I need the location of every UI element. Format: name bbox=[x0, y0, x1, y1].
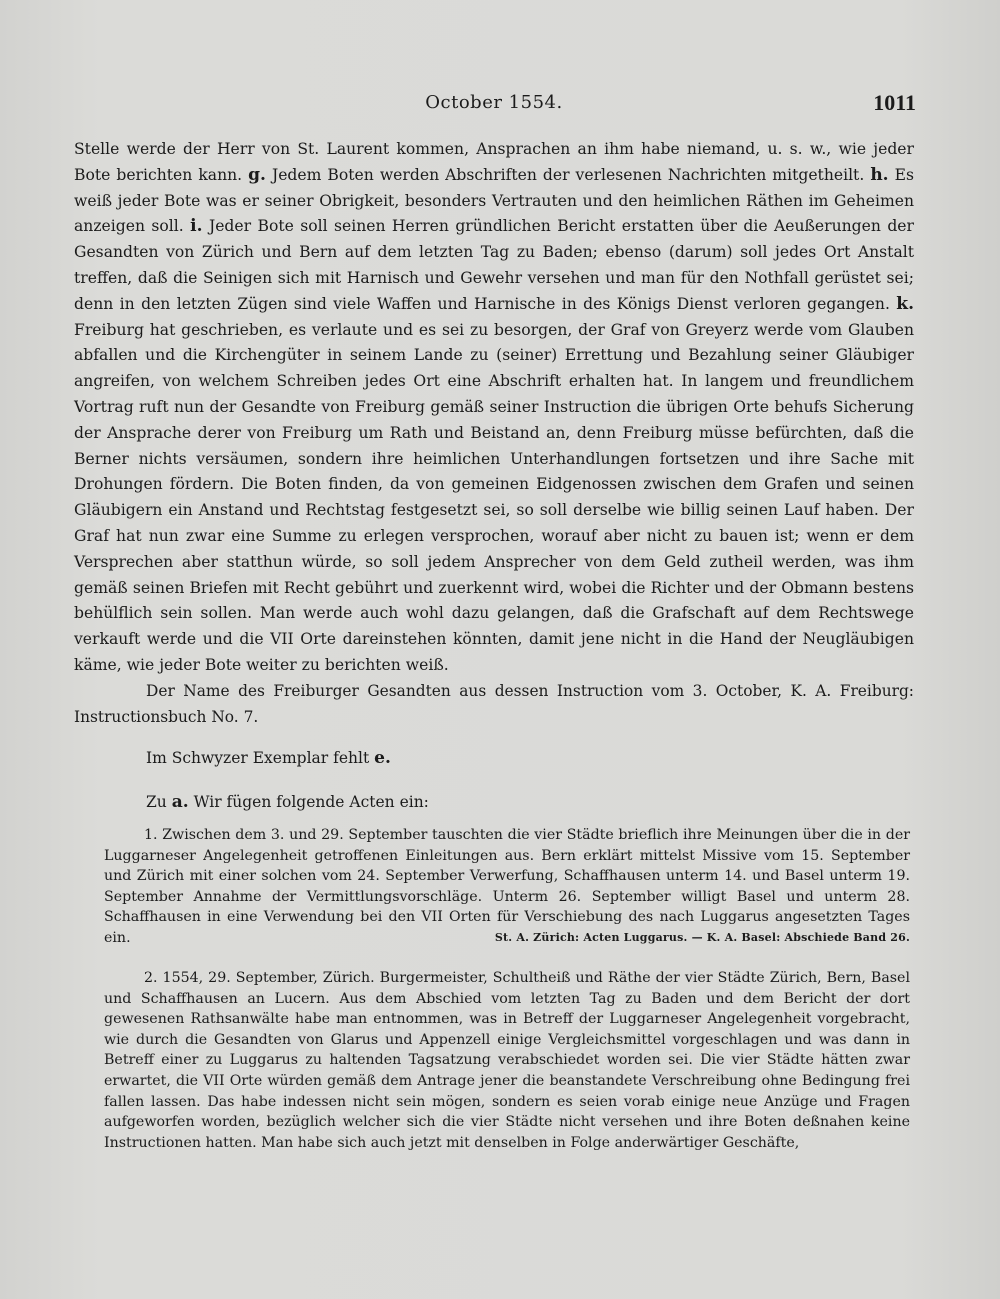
section-marker-k: k. bbox=[896, 293, 914, 314]
act-item-1-source: St. A. Zürich: Acten Luggarus. — K. A. Basel: Abschiede Band 26. bbox=[494, 930, 910, 944]
act-item-2-text: 2. 1554, 29. September, Zürich. Burgermeister, Schultheiß und Räthe der vier Städte Zürich, Bern, Basel und Schaffhausen an Lucern. Aus dem Abschied vom letzten Tag zu Baden und dem Bericht der dort gewesenen Rathsanwälte habe man entnommen, was in Betreff der Luggarneser Angelegenheit vorgebracht, wie durch die Gesandten von Glarus und Appenzell einige Vergleichsmittel vorgeschlagen und was dann in Betreff einer zu Luggarus zu haltenden Tagsatzung verabschiedet worden sei. Die vier Städte hätten zwar erwartet, die VII Orte würden gemäß dem Antrage jener die beanstandete Verschreibung ohne Bedingung frei fallen lassen. Das habe indessen nicht sein mögen, sondern es seien vorab einige neue Anzüge und Fragen aufgeworfen worden, bezüglich welcher sich die vier Städte nicht versehen und ihre Boten deßnahen keine Instructionen hatten. Man habe sich auch jetzt mit denselben in Folge anderwärtiger Geschäfte, bbox=[104, 970, 910, 1151]
note-acts-marker: a. bbox=[171, 792, 189, 812]
act-item-1-text: 1. Zwischen dem 3. und 29. September tauschten die vier Städte brieflich ihre Meinungen über die in der Luggarneser Angelegenheit getroffenen Einleitungen aus. Bern erklärt mittelst Missive vom 15. September und Zürich mit einer solchen vom 24. September Verwerfung, Schaffhausen unterm 14. und Basel unterm 19. September Annahme der Vermittlungsvorschläge. Unterm 26. September willigt Basel und unterm 28. Schaffhausen in eine Verwendung bei den VII Orten für Verschiebung des nach Luggarus angesetzten Tages ein. bbox=[104, 827, 910, 946]
note-acts-intro bbox=[146, 792, 429, 812]
page-header bbox=[70, 92, 918, 122]
body-text-part3: Es weiß jeder Bote was er seiner Obrigkeit, besonders Vertrauten und den heimlichen Räthen im Geheimen anzeigen soll. bbox=[74, 165, 914, 236]
section-marker-g: g. bbox=[248, 164, 266, 185]
running-title: October 1554. bbox=[425, 92, 563, 113]
body-text-part5: Freiburg hat geschrieben, es verlaute und es sei zu besorgen, der Graf von Greyerz werde vom Glauben abfallen und die Kirchengüter in seinem Lande zu (seiner) Errettung und Bezahlung seiner Gläubiger angreifen, von welchem Schreiben jedes Ort eine Abschrift erhalten hat. In langem und freundlichem Vortrag ruft nun der Gesandte von Freiburg gemäß seiner Instruction die übrigen Orte behufs Sicherung der Ansprache derer von Freiburg um Rath und Beistand an, denn Freiburg müsse befürchten, daß die Berner nichts versäumen, sondern ihre heimlichen Unterhandlungen fortsetzen und ihre Sache mit Drohungen fördern. Die Boten finden, da von gemeinen Eidgenossen zwischen dem Grafen und seinen Gläubigern ein Anstand und Rechtstag festgesetzt sei, so soll derselbe wie billig seinen Lauf haben. Der Graf hat nun zwar eine Summe zu erlegen versprochen, worauf aber nicht zu bauen ist; wenn er dem Versprechen aber statthun würde, so soll jedem Ansprecher von dem Geld zutheil werden, was ihm gemäß seinen Briefen mit Recht gebührt und zuerkennt wird, wobei die Richter und der Obmann bestens behülflich sein sollen. Man werde auch wohl dazu gelangen, daß die Grafschaft auf dem Rechtswege verkauft werde und die VII Orte dareinstehen könnten, damit jene nicht in die Hand der Neugläubigen käme, wie jeder Bote weiter zu berichten weiß. bbox=[74, 320, 914, 674]
note-acts-text: Wir fügen folgende Acten ein: bbox=[193, 793, 429, 811]
body-text-part2: Jedem Boten werden Abschriften der verlesenen Nachrichten mitgetheilt. bbox=[271, 165, 865, 184]
section-marker-i: i. bbox=[190, 216, 203, 237]
note-instruction-source: Der Name des Freiburger Gesandten aus dessen Instruction vom 3. October, K. A. Freiburg: Instructionsbuch No. 7. bbox=[74, 682, 914, 726]
body-text-part1: Stelle werde der Herr von St. Laurent kommen, Ansprachen an ihm habe niemand, u. s. w., wie jeder Bote berichten kann. bbox=[74, 140, 914, 184]
note-schwyz-text: Im Schwyzer Exemplar fehlt bbox=[146, 749, 370, 767]
page-number: 1011 bbox=[873, 90, 916, 115]
main-paragraph bbox=[74, 137, 914, 679]
note-acts-prefix: Zu bbox=[146, 793, 167, 811]
section-marker-h: h. bbox=[870, 164, 889, 185]
act-item-1 bbox=[104, 825, 910, 949]
body-text-part4: Jeder Bote soll seinen Herren gründlichen Bericht erstatten über die Aeußerungen der Gesandten von Zürich und Bern auf dem letzten Tag zu Baden; ebenso (darum) soll jedes Ort Anstalt treffen, daß die Seinigen sich mit Harnisch und Gewehr versehen und man für den Nothfall gerüstet sei; denn in den letzten Zügen sind viele Waffen und Harnische in des Königs Dienst verloren gegangen. bbox=[74, 217, 914, 313]
note-schwyz-marker: e. bbox=[374, 748, 391, 768]
act-item-2 bbox=[104, 968, 910, 1153]
note-schwyz bbox=[146, 748, 391, 768]
